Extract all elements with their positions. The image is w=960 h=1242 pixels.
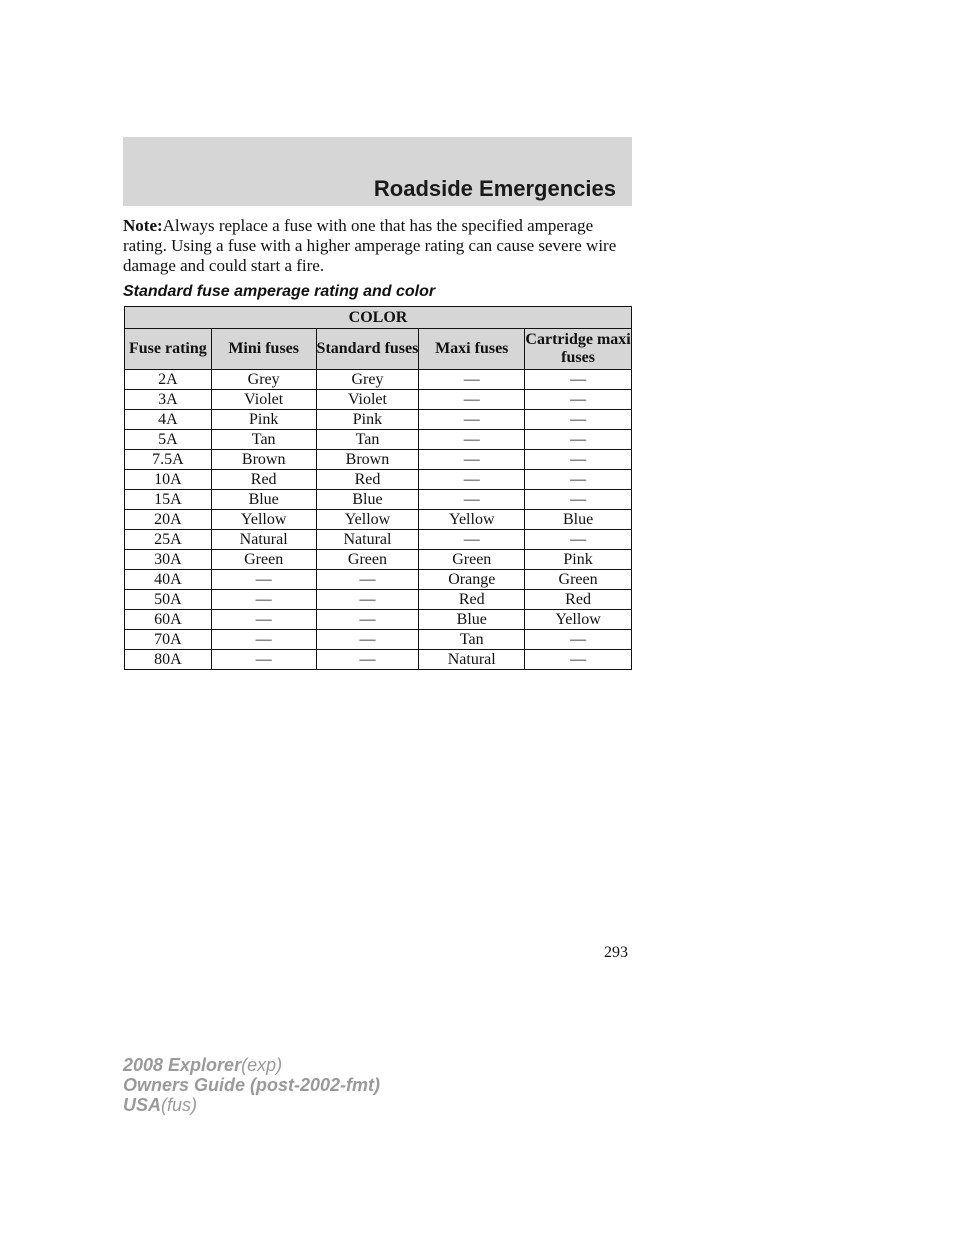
- table-cell: —: [525, 430, 632, 450]
- table-row: [125, 630, 632, 650]
- note-label: Note:: [123, 216, 163, 235]
- table-cell: —: [525, 470, 632, 490]
- table-cell: Grey: [211, 370, 316, 390]
- footer-model-code: (exp): [241, 1055, 283, 1075]
- column-header: Maxi fuses: [419, 329, 525, 370]
- table-cell: —: [525, 410, 632, 430]
- table-cell: —: [525, 650, 632, 670]
- column-header: Mini fuses: [211, 329, 316, 370]
- table-row: [125, 390, 632, 410]
- table-cell: Blue: [316, 490, 419, 510]
- table-cell: —: [525, 490, 632, 510]
- table-cell: —: [316, 650, 419, 670]
- document-footer: [123, 1055, 380, 1115]
- table-row: [125, 650, 632, 670]
- table-cell: Brown: [316, 450, 419, 470]
- table-cell: —: [525, 630, 632, 650]
- table-cell: Red: [419, 590, 525, 610]
- table-cell: Tan: [211, 430, 316, 450]
- table-row: [125, 490, 632, 510]
- table-cell: Blue: [419, 610, 525, 630]
- table-cell: Green: [525, 570, 632, 590]
- table-row: [125, 470, 632, 490]
- table-cell: Violet: [316, 390, 419, 410]
- table-cell: Green: [316, 550, 419, 570]
- footer-market-code: (fus): [161, 1095, 198, 1115]
- table-cell: 40A: [125, 570, 212, 590]
- table-cell: Red: [211, 470, 316, 490]
- table-cell: Yellow: [211, 510, 316, 530]
- color-group-header: COLOR: [125, 307, 632, 329]
- table-cell: Pink: [525, 550, 632, 570]
- table-cell: Blue: [525, 510, 632, 530]
- section-header-band: [123, 137, 632, 206]
- table-cell: 15A: [125, 490, 212, 510]
- table-cell: Natural: [316, 530, 419, 550]
- table-cell: —: [419, 470, 525, 490]
- table-caption: Standard fuse amperage rating and color: [123, 283, 436, 300]
- table-cell: 20A: [125, 510, 212, 530]
- table-cell: 25A: [125, 530, 212, 550]
- table-cell: 50A: [125, 590, 212, 610]
- table-cell: 2A: [125, 370, 212, 390]
- table-cell: —: [211, 650, 316, 670]
- table-cell: —: [525, 530, 632, 550]
- table-cell: Yellow: [419, 510, 525, 530]
- table-cell: Red: [316, 470, 419, 490]
- table-row: [125, 530, 632, 550]
- table-cell: —: [211, 610, 316, 630]
- table-cell: —: [419, 450, 525, 470]
- table-cell: —: [419, 390, 525, 410]
- table-cell: —: [316, 610, 419, 630]
- table-cell: Green: [211, 550, 316, 570]
- column-header: Fuse rating: [125, 329, 212, 370]
- table-cell: Red: [525, 590, 632, 610]
- table-cell: 3A: [125, 390, 212, 410]
- fuse-color-table: [124, 306, 632, 670]
- section-title: Roadside Emergencies: [373, 176, 616, 201]
- table-cell: 5A: [125, 430, 212, 450]
- column-header: Cartridge maxi fuses: [525, 329, 632, 370]
- table-cell: —: [316, 630, 419, 650]
- table-cell: 10A: [125, 470, 212, 490]
- table-row: [125, 370, 632, 390]
- table-cell: —: [525, 450, 632, 470]
- table-body: [125, 370, 632, 670]
- table-cell: Natural: [419, 650, 525, 670]
- table-row: [125, 610, 632, 630]
- table-cell: Tan: [419, 630, 525, 650]
- footer-market: USA: [123, 1095, 162, 1115]
- table-cell: —: [419, 410, 525, 430]
- table-cell: —: [211, 630, 316, 650]
- table-cell: —: [525, 370, 632, 390]
- table-row: [125, 590, 632, 610]
- table-cell: —: [316, 570, 419, 590]
- table-cell: —: [316, 590, 419, 610]
- table-cell: Blue: [211, 490, 316, 510]
- table-cell: —: [211, 570, 316, 590]
- column-header: Standard fuses: [316, 329, 419, 370]
- table-row: [125, 410, 632, 430]
- table-cell: 60A: [125, 610, 212, 630]
- table-cell: 80A: [125, 650, 212, 670]
- table-cell: Pink: [211, 410, 316, 430]
- table-cell: Brown: [211, 450, 316, 470]
- table-row: [125, 550, 632, 570]
- table-cell: —: [419, 530, 525, 550]
- table-cell: 4A: [125, 410, 212, 430]
- table-cell: Yellow: [525, 610, 632, 630]
- table-cell: Grey: [316, 370, 419, 390]
- table-cell: Violet: [211, 390, 316, 410]
- table-cell: —: [419, 430, 525, 450]
- table-cell: Orange: [419, 570, 525, 590]
- note-text: Always replace a fuse with one that has the specified amperage rating. Using a fuse with a higher amperage rating can cause severe wire damage and could start a fire.: [123, 216, 617, 275]
- table-cell: 7.5A: [125, 450, 212, 470]
- table-cell: 30A: [125, 550, 212, 570]
- note-paragraph: [123, 216, 635, 276]
- table-row: [125, 570, 632, 590]
- table-cell: Green: [419, 550, 525, 570]
- table-cell: Natural: [211, 530, 316, 550]
- table-cell: 70A: [125, 630, 212, 650]
- table-cell: —: [419, 370, 525, 390]
- table-cell: —: [419, 490, 525, 510]
- table-cell: —: [211, 590, 316, 610]
- table-row: [125, 510, 632, 530]
- page-number: 293: [604, 944, 628, 961]
- table-cell: Yellow: [316, 510, 419, 530]
- footer-model: 2008 Explorer: [123, 1055, 242, 1075]
- table-row: [125, 430, 632, 450]
- table-cell: —: [525, 390, 632, 410]
- table-row: [125, 450, 632, 470]
- table-cell: Tan: [316, 430, 419, 450]
- table-cell: Pink: [316, 410, 419, 430]
- footer-guide: Owners Guide (post-2002-fmt): [123, 1075, 381, 1095]
